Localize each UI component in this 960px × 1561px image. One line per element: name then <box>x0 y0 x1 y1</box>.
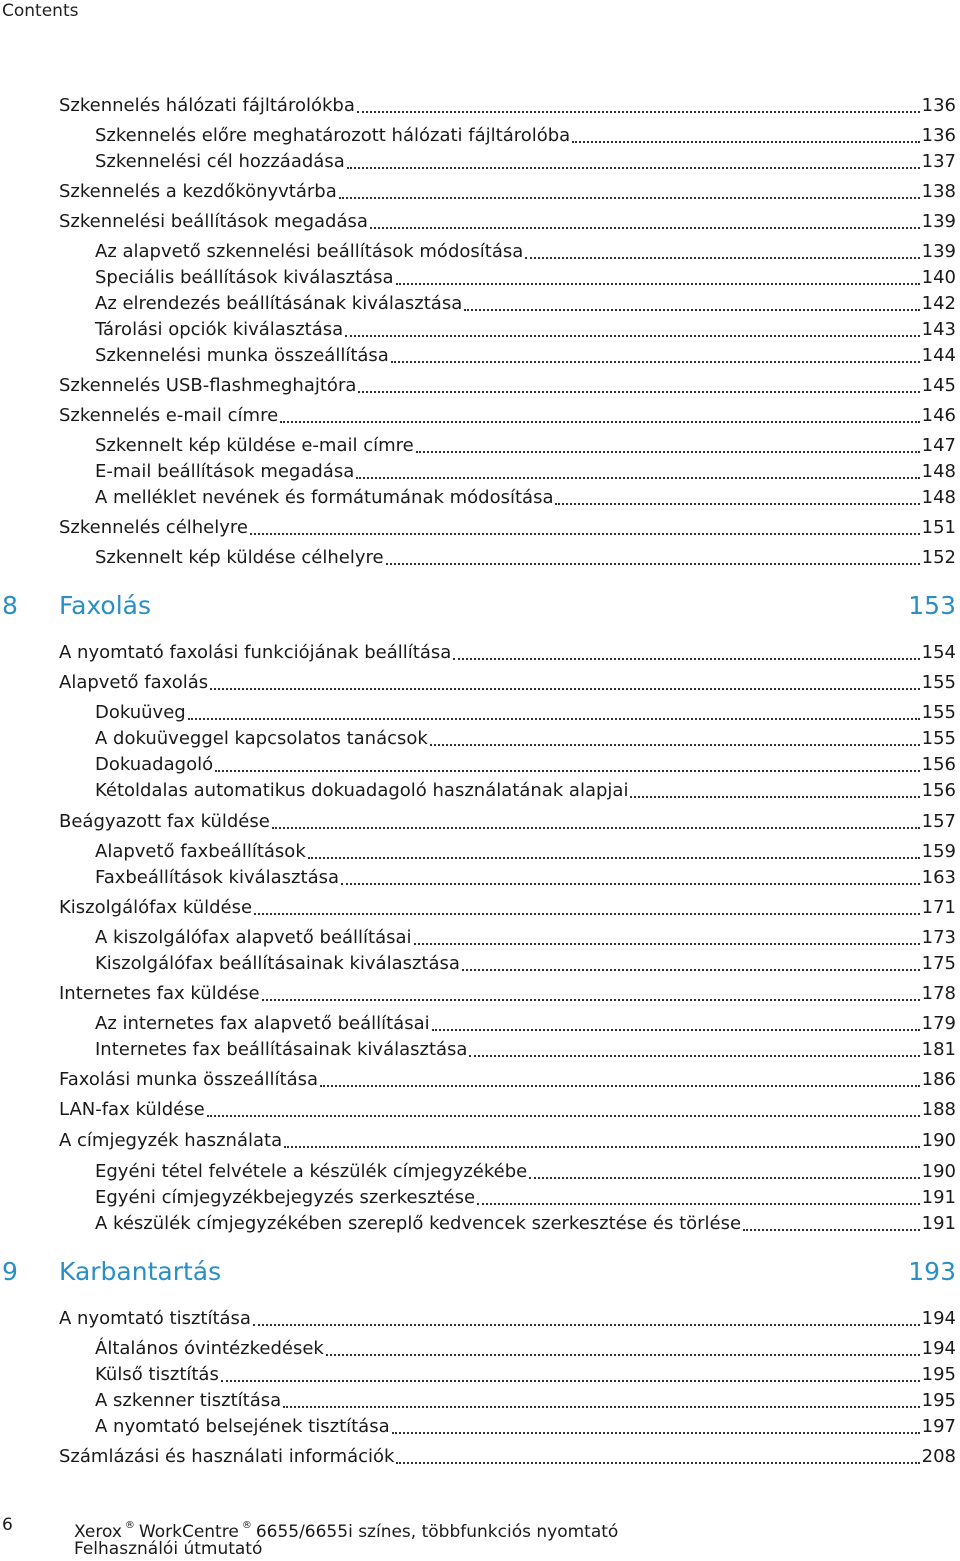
dot-leader <box>262 999 920 1001</box>
toc-entry-label: Szkennelési beállítások megadása <box>59 211 368 232</box>
dot-leader <box>396 1462 919 1464</box>
dot-leader <box>347 167 920 169</box>
dot-leader <box>320 1085 920 1087</box>
dot-leader <box>207 1115 920 1117</box>
toc-entry-label: Szkennelési munka összeállítása <box>95 345 389 366</box>
toc-entry[interactable] <box>95 951 956 977</box>
dot-leader <box>357 111 920 113</box>
toc-entry[interactable] <box>95 839 956 865</box>
dot-leader <box>283 1406 919 1408</box>
toc-entry-page: 155 <box>921 728 956 749</box>
toc-entry-page: 143 <box>921 319 956 340</box>
toc-entry-page: 138 <box>921 181 956 202</box>
toc-entry[interactable] <box>95 433 956 459</box>
toc-entry[interactable] <box>95 1159 956 1185</box>
dot-leader <box>529 1177 919 1179</box>
dot-leader <box>280 421 919 423</box>
toc-entry[interactable] <box>95 123 956 149</box>
toc-entry-label: Kiszolgálófax küldése <box>59 897 253 918</box>
registered-mark: ® <box>124 1520 135 1531</box>
dot-leader <box>555 503 919 505</box>
toc-entry-label: Szkennelés hálózati fájltárolókba <box>59 95 355 116</box>
toc-entry-label: Egyéni tétel felvétele a készülék címjegyzékébe <box>95 1161 528 1182</box>
toc-entry[interactable] <box>95 149 956 175</box>
toc-entry-label: Szkennelés előre meghatározott hálózati fájltárolóba <box>95 125 571 146</box>
toc-entry[interactable] <box>59 179 956 205</box>
dot-leader <box>308 857 920 859</box>
chapter-number: 9 <box>2 1257 18 1286</box>
dot-leader <box>345 335 919 337</box>
toc-entry-page: 191 <box>921 1213 956 1234</box>
dot-leader <box>254 913 920 915</box>
toc-entry-label: A nyomtató belsejének tisztítása <box>95 1416 390 1437</box>
chapter-title: Faxolás <box>59 591 152 620</box>
toc-entry[interactable] <box>95 485 956 511</box>
toc-entry[interactable] <box>59 670 956 696</box>
toc-entry-page: 208 <box>921 1446 956 1467</box>
toc-entry-page: 173 <box>921 927 956 948</box>
toc-entry-label: Szkennelés célhelyre <box>59 517 248 538</box>
toc-entry[interactable] <box>95 865 956 891</box>
toc-entry-label: Tárolási opciók kiválasztása <box>95 319 344 340</box>
toc-entry-page: 178 <box>921 983 956 1004</box>
toc-entry-page: 146 <box>921 405 956 426</box>
dot-leader <box>469 1055 919 1057</box>
toc-entry[interactable] <box>95 459 956 485</box>
toc-entry-page: 194 <box>921 1308 956 1329</box>
toc-entry[interactable] <box>59 403 956 429</box>
toc-entry-label: Speciális beállítások kiválasztása <box>95 267 394 288</box>
toc-entry-label: Dokuadagoló <box>95 754 214 775</box>
toc-entry-label: Számlázási és használati információk <box>59 1446 395 1467</box>
toc-entry-page: 151 <box>921 517 956 538</box>
toc-entry[interactable] <box>95 726 956 752</box>
toc-entry-label: Az elrendezés beállításának kiválasztása <box>95 293 463 314</box>
dot-leader <box>221 1380 920 1382</box>
dot-leader <box>391 361 920 363</box>
toc-entry-label: Faxbeállítások kiválasztása <box>95 867 340 888</box>
header-title: Contents <box>2 1 79 21</box>
toc-entry-page: 154 <box>921 642 956 663</box>
dot-leader <box>430 744 920 746</box>
chapter-heading[interactable] <box>0 1255 956 1289</box>
toc-entry-label: A dokuüveggel kapcsolatos tanácsok <box>95 728 428 749</box>
dot-leader <box>477 1203 920 1205</box>
toc-entry[interactable] <box>59 209 956 235</box>
toc-entry[interactable] <box>95 291 956 317</box>
dot-leader <box>464 309 919 311</box>
toc-entry-label: Alapvető faxolás <box>59 672 209 693</box>
toc-entry[interactable] <box>59 1128 956 1154</box>
toc-entry-label: A kiszolgálófax alapvető beállításai <box>95 927 412 948</box>
toc-entry-label: A készülék címjegyzékében szereplő kedvencek szerkesztése és törlése <box>95 1213 742 1234</box>
toc-entry[interactable] <box>95 1185 956 1211</box>
dot-leader <box>250 533 920 535</box>
toc-entry-page: 136 <box>921 95 956 116</box>
toc-entry-label: Szkennelt kép küldése célhelyre <box>95 547 384 568</box>
chapter-title: Karbantartás <box>59 1257 222 1286</box>
dot-leader <box>326 1354 920 1356</box>
toc-entry[interactable] <box>59 1444 956 1470</box>
toc-entry-page: 148 <box>921 487 956 508</box>
toc-entry-label: E-mail beállítások megadása <box>95 461 355 482</box>
toc-entry[interactable] <box>59 373 956 399</box>
chapter-number: 8 <box>2 591 18 620</box>
chapter-page: 193 <box>908 1257 956 1286</box>
toc-entry[interactable] <box>59 1097 956 1123</box>
toc-entry-page: 142 <box>921 293 956 314</box>
dot-leader <box>414 943 920 945</box>
dot-leader <box>210 688 919 690</box>
toc-entry-label: Az alapvető szkennelési beállítások módosítása <box>95 241 524 262</box>
toc-entry-page: 155 <box>921 672 956 693</box>
toc-entry-page: 155 <box>921 702 956 723</box>
dot-leader <box>358 391 919 393</box>
dot-leader <box>432 1029 920 1031</box>
toc-entry-page: 195 <box>921 1390 956 1411</box>
toc-entry[interactable] <box>59 93 956 119</box>
toc-entry[interactable] <box>95 752 956 778</box>
toc-entry-page: 147 <box>921 435 956 456</box>
toc-entry-page: 190 <box>921 1161 956 1182</box>
dot-leader <box>386 563 920 565</box>
toc-entry-label: A nyomtató faxolási funkciójának beállítása <box>59 642 452 663</box>
toc-entry-page: 152 <box>921 547 956 568</box>
toc-entry-page: 157 <box>921 811 956 832</box>
toc-entry-label: Szkennelés USB-flashmeghajtóra <box>59 375 357 396</box>
toc-entry[interactable] <box>95 317 956 343</box>
toc-entry-page: 148 <box>921 461 956 482</box>
toc-entry-label: Az internetes fax alapvető beállításai <box>95 1013 430 1034</box>
toc-entry[interactable] <box>59 640 956 666</box>
footer-brand: Xerox <box>74 1522 122 1542</box>
toc-entry[interactable] <box>59 895 956 921</box>
toc-entry[interactable] <box>95 778 956 804</box>
toc-entry-page: 137 <box>921 151 956 172</box>
dot-leader <box>253 1324 920 1326</box>
toc-entry-page: 195 <box>921 1364 956 1385</box>
toc-entry[interactable] <box>95 1011 956 1037</box>
toc-entry-page: 139 <box>921 241 956 262</box>
toc-entry[interactable] <box>95 1388 956 1414</box>
toc-entry[interactable] <box>95 700 956 726</box>
toc-entry[interactable] <box>95 239 956 265</box>
dot-leader <box>272 827 920 829</box>
toc-entry-label: Alapvető faxbeállítások <box>95 841 306 862</box>
dot-leader <box>396 283 920 285</box>
toc-entry-label: Beágyazott fax küldése <box>59 811 270 832</box>
toc-entry-label: Faxolási munka összeállítása <box>59 1069 319 1090</box>
toc-entry-page: 171 <box>921 897 956 918</box>
toc-entry-label: Dokuüveg <box>95 702 186 723</box>
toc-entry-label: Internetes fax beállításainak kiválasztása <box>95 1039 468 1060</box>
toc-entry-label: Külső tisztítás <box>95 1364 219 1385</box>
footer-product: WorkCentre <box>138 1522 239 1542</box>
toc-entry-page: 191 <box>921 1187 956 1208</box>
toc-entry-page: 136 <box>921 125 956 146</box>
chapter-page: 153 <box>908 591 956 620</box>
dot-leader <box>356 477 919 479</box>
toc-entry-page: 175 <box>921 953 956 974</box>
toc-entry[interactable] <box>59 809 956 835</box>
toc-entry-label: Szkennelt kép küldése e-mail címre <box>95 435 414 456</box>
toc-entry-label: A címjegyzék használata <box>59 1130 283 1151</box>
toc-entry[interactable] <box>95 1362 956 1388</box>
toc-entry[interactable] <box>95 545 956 571</box>
toc-entry[interactable] <box>59 981 956 1007</box>
dot-leader <box>525 257 919 259</box>
toc-entry-label: Szkennelés a kezdőkönyvtárba <box>59 181 337 202</box>
toc-entry[interactable] <box>95 265 956 291</box>
dot-leader <box>284 1146 920 1148</box>
toc-entry-page: 194 <box>921 1338 956 1359</box>
toc-entry-page: 181 <box>921 1039 956 1060</box>
toc-entry[interactable] <box>95 343 956 369</box>
toc-entry-page: 179 <box>921 1013 956 1034</box>
toc-entry-page: 144 <box>921 345 956 366</box>
toc-entry[interactable] <box>95 925 956 951</box>
dot-leader <box>462 969 920 971</box>
toc-entry-label: A melléklet nevének és formátumának módosítása <box>95 487 554 508</box>
registered-mark: ® <box>241 1520 252 1531</box>
dot-leader <box>743 1229 920 1231</box>
dot-leader <box>215 770 920 772</box>
dot-leader <box>370 227 920 229</box>
toc-entry-page: 156 <box>921 780 956 801</box>
toc-entry[interactable] <box>59 515 956 541</box>
toc-entry-label: A nyomtató tisztítása <box>59 1308 251 1329</box>
toc-entry[interactable] <box>59 1067 956 1093</box>
chapter-heading[interactable] <box>0 589 956 623</box>
toc-entry-page: 145 <box>921 375 956 396</box>
dot-leader <box>339 197 920 199</box>
toc-entry[interactable] <box>59 1306 956 1332</box>
dot-leader <box>392 1432 920 1434</box>
toc-entry-label: Szkennelés e-mail címre <box>59 405 279 426</box>
footer-page-number: 6 <box>2 1515 13 1535</box>
dot-leader <box>188 718 920 720</box>
dot-leader <box>453 658 919 660</box>
toc-entry[interactable] <box>95 1414 956 1440</box>
toc-entry-label: Kétoldalas automatikus dokuadagoló használatának alapjai <box>95 780 629 801</box>
footer-model: 6655/6655i színes, többfunkciós nyomtató <box>255 1522 619 1542</box>
toc-entry[interactable] <box>95 1336 956 1362</box>
toc-entry-label: LAN-fax küldése <box>59 1099 205 1120</box>
dot-leader <box>572 141 919 143</box>
toc-entry-label: A szkenner tisztítása <box>95 1390 282 1411</box>
toc-entry-page: 159 <box>921 841 956 862</box>
dot-leader <box>630 796 919 798</box>
toc-entry-label: Kiszolgálófax beállításainak kiválasztása <box>95 953 460 974</box>
toc-entry-page: 140 <box>921 267 956 288</box>
toc-entry-label: Internetes fax küldése <box>59 983 260 1004</box>
toc-entry-label: Szkennelési cél hozzáadása <box>95 151 345 172</box>
toc-entry-label: Egyéni címjegyzékbejegyzés szerkesztése <box>95 1187 476 1208</box>
footer-subtitle: Felhasználói útmutató <box>74 1539 263 1559</box>
toc-entry[interactable] <box>95 1211 956 1237</box>
toc-entry[interactable] <box>95 1037 956 1063</box>
toc-entry-page: 163 <box>921 867 956 888</box>
toc-entry-page: 186 <box>921 1069 956 1090</box>
dot-leader <box>341 883 920 885</box>
toc-entry-label: Általános óvintézkedések <box>95 1338 324 1359</box>
toc-entry-page: 188 <box>921 1099 956 1120</box>
toc-entry-page: 156 <box>921 754 956 775</box>
toc-entry-page: 190 <box>921 1130 956 1151</box>
toc-entry-page: 197 <box>921 1416 956 1437</box>
dot-leader <box>416 451 920 453</box>
toc-entry-page: 139 <box>921 211 956 232</box>
